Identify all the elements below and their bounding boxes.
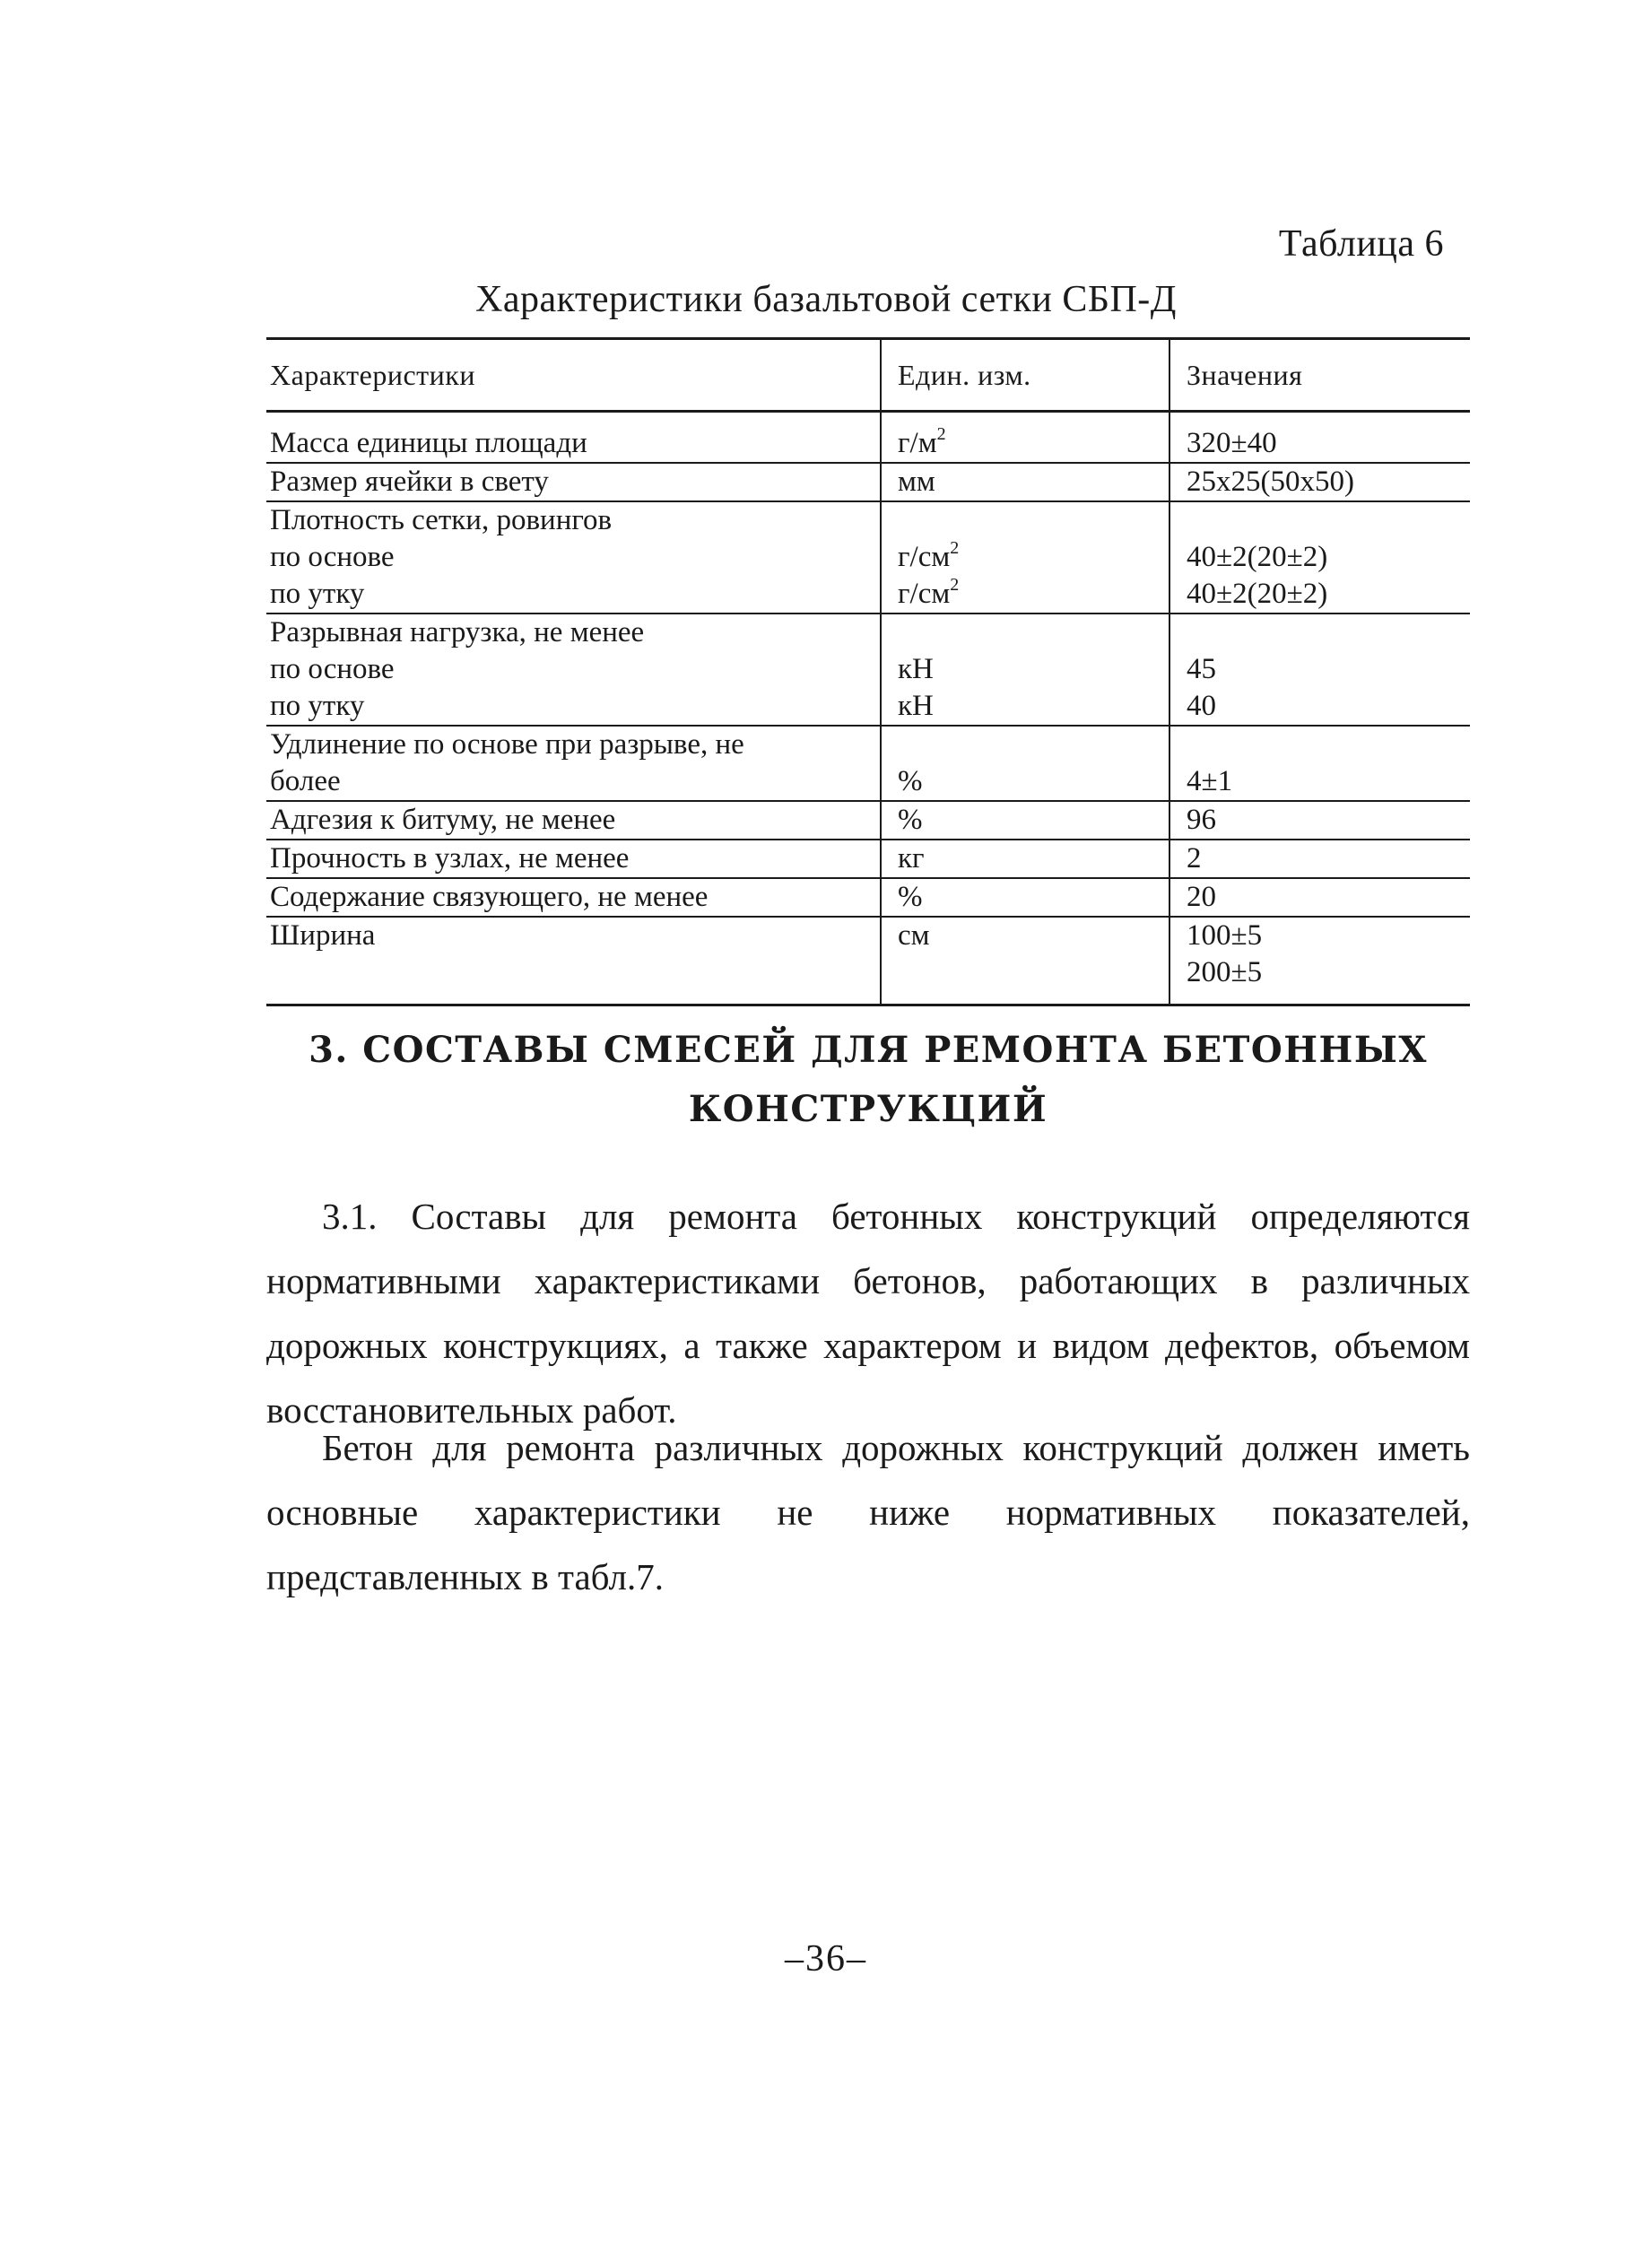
- characteristic-line: Удлинение по основе при разрыве, не: [270, 728, 744, 761]
- value-line: 40±2(20±2): [1187, 578, 1328, 610]
- header-values: Значения: [1169, 339, 1470, 412]
- unit-line: [898, 425, 1165, 462]
- cell-characteristic: [266, 801, 881, 840]
- cell-unit: [881, 840, 1169, 878]
- characteristic-line: Адгезия к битуму, не менее: [270, 804, 616, 836]
- cell-value: [1169, 726, 1470, 801]
- cell-value: [1169, 614, 1470, 726]
- paragraph-3-1: 3.1. Составы для ремонта бетонных конструкций определяются нормативными характеристиками бетонов, работающих в различных дорожных конструкциях, а также характером и видом дефектов, объемом восстановительных работ.: [266, 1196, 1470, 1431]
- section-heading-line-2: КОНСТРУКЦИЙ: [688, 1088, 1048, 1130]
- cell-value: [1169, 878, 1470, 917]
- paragraph-concrete: Бетон для ремонта различных дорожных конструкций должен иметь основные характеристики не ниже нормативных показателей, представленных в табл.7.: [266, 1427, 1470, 1597]
- unit-text: кН: [898, 653, 934, 685]
- cell-value: [1169, 412, 1470, 464]
- value-line: 2: [1187, 842, 1202, 875]
- unit-text: см: [898, 919, 930, 952]
- characteristic-line: по основе: [270, 541, 395, 573]
- unit-line: [898, 954, 1165, 991]
- characteristic-line: Разрывная нагрузка, не менее: [270, 616, 645, 648]
- table-body: [266, 412, 1470, 1005]
- table-row: [266, 501, 1470, 614]
- unit-line: [898, 802, 1165, 839]
- value-line: 45: [1187, 653, 1216, 685]
- unit-text: г/см: [898, 541, 951, 573]
- characteristic-line: Масса единицы площади: [270, 427, 587, 459]
- unit-line: [898, 918, 1165, 954]
- value-line: 40: [1187, 690, 1216, 722]
- cell-unit: [881, 726, 1169, 801]
- unit-text: %: [898, 765, 923, 797]
- cell-unit: [881, 801, 1169, 840]
- page-number: –36–: [785, 1938, 867, 1980]
- header-unit: Един. изм.: [881, 339, 1169, 412]
- table-header-row: [266, 339, 1470, 412]
- table-title: Характеристики базальтовой сетки СБП-Д: [475, 279, 1177, 320]
- characteristic-line: Размер ячейки в свету: [270, 466, 549, 498]
- value-line: 40±2(20±2): [1187, 541, 1328, 573]
- table-row: [266, 878, 1470, 917]
- unit-text: мм: [898, 466, 935, 498]
- table-row: [266, 840, 1470, 878]
- unit-line: [898, 502, 1165, 539]
- characteristic-line: [270, 954, 876, 991]
- value-line: [1187, 614, 1466, 651]
- cell-characteristic: [266, 463, 881, 501]
- value-line: 25x25(50x50): [1187, 466, 1354, 498]
- unit-line: [898, 840, 1165, 877]
- unit-text: г/м: [898, 427, 937, 459]
- characteristic-line: Прочность в узлах, не менее: [270, 842, 630, 875]
- table-label: Таблица 6: [1278, 223, 1444, 265]
- value-line: 96: [1187, 804, 1216, 836]
- unit-line: [898, 763, 1165, 800]
- value-line: 200±5: [1187, 956, 1263, 988]
- unit-line: [898, 688, 1165, 725]
- table-row: [266, 801, 1470, 840]
- cell-characteristic: [266, 726, 881, 801]
- table-row: [266, 726, 1470, 801]
- cell-characteristic: [266, 917, 881, 1005]
- unit-line: [898, 614, 1165, 651]
- cell-characteristic: [266, 501, 881, 614]
- unit-text: кН: [898, 690, 934, 722]
- cell-characteristic: [266, 614, 881, 726]
- cell-value: [1169, 917, 1470, 1005]
- cell-unit: [881, 412, 1169, 464]
- value-line: 320±40: [1187, 427, 1277, 459]
- cell-unit: [881, 917, 1169, 1005]
- section-heading-line-1: 3. СОСТАВЫ СМЕСЕЙ ДЛЯ РЕМОНТА БЕТОННЫХ: [309, 1029, 1428, 1071]
- table-row: [266, 917, 1470, 1005]
- unit-line: [898, 576, 1165, 613]
- cell-unit: [881, 614, 1169, 726]
- characteristic-line: более: [270, 765, 341, 797]
- unit-text: кг: [898, 842, 925, 875]
- cell-characteristic: [266, 878, 881, 917]
- unit-line: [898, 727, 1165, 763]
- cell-unit: [881, 878, 1169, 917]
- value-line: 4±1: [1187, 765, 1233, 797]
- unit-text: %: [898, 804, 923, 836]
- value-line: 20: [1187, 881, 1216, 913]
- characteristic-line: Плотность сетки, ровингов: [270, 504, 613, 536]
- cell-unit: [881, 463, 1169, 501]
- value-line: [1187, 727, 1466, 763]
- unit-line: [898, 539, 1165, 576]
- cell-value: [1169, 801, 1470, 840]
- unit-text: %: [898, 881, 923, 913]
- cell-unit: [881, 501, 1169, 614]
- cell-value: [1169, 840, 1470, 878]
- cell-value: [1169, 501, 1470, 614]
- cell-value: [1169, 463, 1470, 501]
- characteristic-line: по основе: [270, 653, 395, 685]
- unit-line: [898, 651, 1165, 688]
- cell-characteristic: [266, 840, 881, 878]
- table-row: [266, 463, 1470, 501]
- unit-superscript: 2: [950, 575, 960, 595]
- unit-line: [898, 464, 1165, 500]
- value-line: [1187, 502, 1466, 539]
- characteristic-line: по утку: [270, 578, 365, 610]
- value-line: 100±5: [1187, 919, 1263, 952]
- cell-characteristic: [266, 412, 881, 464]
- section-heading: [266, 1021, 1470, 1139]
- characteristic-line: Содержание связующего, не менее: [270, 881, 709, 913]
- header-characteristics: Характеристики: [270, 358, 475, 391]
- characteristics-table: [266, 337, 1470, 1006]
- table-row: [266, 614, 1470, 726]
- unit-text: г/см: [898, 578, 951, 610]
- unit-superscript: 2: [950, 538, 960, 558]
- characteristic-line: Ширина: [270, 919, 376, 952]
- characteristic-line: по утку: [270, 690, 365, 722]
- unit-line: [898, 879, 1165, 916]
- unit-superscript: 2: [936, 424, 946, 444]
- table-row: [266, 412, 1470, 464]
